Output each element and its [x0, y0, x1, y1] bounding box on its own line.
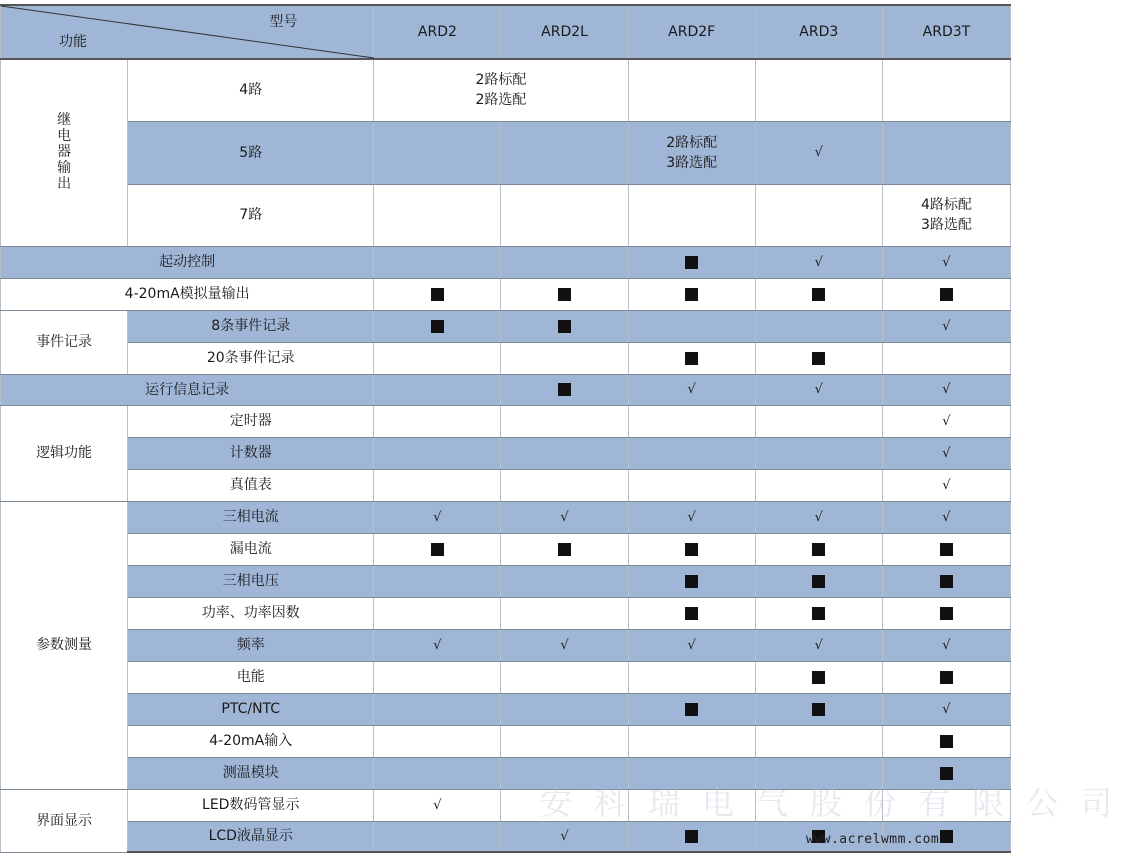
row-label: 电能: [128, 661, 374, 693]
check-mark-icon: √: [942, 701, 951, 717]
cell-ard2f: [628, 278, 755, 310]
header-corner-cell: [1, 5, 374, 59]
cell-ard2l: [501, 437, 628, 469]
cell-ard3t: [882, 278, 1010, 310]
standard-square-icon: [685, 575, 698, 588]
cell-ard2f: [628, 59, 755, 121]
check-mark-icon: √: [814, 145, 823, 160]
row-label: 计数器: [128, 437, 374, 469]
row-label: PTC/NTC: [128, 693, 374, 725]
standard-square-icon: [812, 543, 825, 556]
cell-ard2f: [628, 469, 755, 501]
cell-ard2l: [501, 821, 628, 852]
table-row: [1, 184, 1011, 246]
standard-square-icon: [685, 288, 698, 301]
cell-ard3t: [882, 789, 1010, 821]
cell-ard2l: [501, 725, 628, 757]
cell-ard2f: 2路标配 3路选配: [628, 121, 755, 184]
cell-ard3: [755, 342, 882, 374]
standard-square-icon: [685, 607, 698, 620]
cell-ard2f: [628, 565, 755, 597]
row-label: 定时器: [128, 405, 374, 437]
table-row: [1, 501, 1011, 533]
cell-ard2l: [501, 597, 628, 629]
table-row: [1, 374, 1011, 405]
row-label: 漏电流: [128, 533, 374, 565]
row-label: 真值表: [128, 469, 374, 501]
cell-ard2f: [628, 757, 755, 789]
cell-ard3: [755, 629, 882, 661]
cell-ard2: [374, 121, 501, 184]
table-row: [1, 437, 1011, 469]
standard-square-icon: [558, 320, 571, 333]
cell-ard3t: [882, 59, 1010, 121]
cell-ard2f: [628, 693, 755, 725]
cell-ard3t: [882, 821, 1010, 852]
check-mark-icon: √: [433, 637, 442, 653]
check-mark-icon: √: [560, 637, 569, 653]
cell-ard3: [755, 246, 882, 278]
cell-ard3: [755, 597, 882, 629]
table-row: [1, 725, 1011, 757]
comparison-table: [0, 4, 1011, 853]
standard-square-icon: [812, 830, 825, 843]
cell-ard3: [755, 437, 882, 469]
table-row: [1, 469, 1011, 501]
standard-square-icon: [431, 320, 444, 333]
standard-square-icon: [558, 383, 571, 396]
cell-ard3t: [882, 342, 1010, 374]
model-header-ard2f: ARD2F: [628, 5, 755, 59]
check-mark-icon: √: [942, 413, 951, 429]
cell-ard2: [374, 437, 501, 469]
cell-ard3t: [882, 661, 1010, 693]
model-header-ard3: ARD3: [755, 5, 882, 59]
check-mark-icon: √: [942, 509, 951, 525]
standard-square-icon: [940, 671, 953, 684]
cell-ard3t: [882, 374, 1010, 405]
watermark-url: www.acrelwmm.com: [806, 832, 940, 847]
cell-ard3: [755, 789, 882, 821]
cell-ard2: [374, 278, 501, 310]
row-label: 7路: [128, 184, 374, 246]
cell-ard3t: [882, 121, 1010, 184]
standard-square-icon: [812, 352, 825, 365]
cell-ard3t: [882, 757, 1010, 789]
row-label: 4-20mA输入: [128, 725, 374, 757]
standard-square-icon: [940, 830, 953, 843]
cell-ard3: [755, 121, 882, 184]
check-mark-icon: √: [687, 637, 696, 653]
check-mark-icon: √: [942, 637, 951, 653]
cell-ard2: [374, 246, 501, 278]
check-mark-icon: √: [560, 509, 569, 525]
cell-ard2: [374, 533, 501, 565]
cell-ard3: [755, 469, 882, 501]
cell-ard3t: [882, 310, 1010, 342]
cell-ard3t: [882, 405, 1010, 437]
cell-ard2l: [501, 184, 628, 246]
cell-ard2: [374, 374, 501, 405]
cell-ard2l: [501, 693, 628, 725]
cell-ard2l: [501, 565, 628, 597]
row-label: 三相电流: [128, 501, 374, 533]
cell-ard2f: [628, 246, 755, 278]
standard-square-icon: [812, 575, 825, 588]
cell-ard2l: [501, 629, 628, 661]
row-label: 4-20mA模拟量输出: [1, 278, 374, 310]
cell-ard3t: [882, 246, 1010, 278]
cell-ard2: [374, 757, 501, 789]
table-row: [1, 661, 1011, 693]
row-label: 频率: [128, 629, 374, 661]
cell-ard3: [755, 661, 882, 693]
cell-ard2l: [501, 278, 628, 310]
cell-ard3: [755, 565, 882, 597]
check-mark-icon: √: [560, 828, 569, 844]
cell-ard2f: [628, 374, 755, 405]
standard-square-icon: [812, 671, 825, 684]
table-row: [1, 310, 1011, 342]
table-row: [1, 342, 1011, 374]
cell-ard2: [374, 184, 501, 246]
cell-ard2f: [628, 533, 755, 565]
group-event-record: 事件记录: [1, 310, 128, 374]
cell-ard3t: [882, 565, 1010, 597]
cell-ard2f: [628, 501, 755, 533]
row-label: LCD液晶显示: [128, 821, 374, 852]
check-mark-icon: √: [433, 509, 442, 525]
table-row: [1, 565, 1011, 597]
standard-square-icon: [431, 543, 444, 556]
check-mark-icon: √: [687, 382, 696, 397]
cell-ard2f: [628, 184, 755, 246]
table-row: [1, 405, 1011, 437]
table-row: [1, 821, 1011, 852]
cell-ard2: [374, 565, 501, 597]
cell-ard2l: [501, 469, 628, 501]
cell-ard2: [374, 725, 501, 757]
cell-ard2: [374, 693, 501, 725]
table-row: [1, 757, 1011, 789]
standard-square-icon: [558, 288, 571, 301]
cell-ard3t: [882, 533, 1010, 565]
cell-ard3: [755, 533, 882, 565]
cell-ard2f: [628, 821, 755, 852]
cell-ard3: [755, 725, 882, 757]
cell-ard3t: [882, 597, 1010, 629]
group-parameter-measurement: 参数测量: [1, 501, 128, 789]
check-mark-icon: √: [814, 637, 823, 653]
cell-ard2f: [628, 597, 755, 629]
row-label: 5路: [128, 121, 374, 184]
row-label: 测温模块: [128, 757, 374, 789]
group-logic-function: 逻辑功能: [1, 405, 128, 501]
row-label: 三相电压: [128, 565, 374, 597]
standard-square-icon: [940, 288, 953, 301]
check-mark-icon: √: [942, 318, 951, 334]
model-header-ard3t: ARD3T: [882, 5, 1010, 59]
table-row: [1, 533, 1011, 565]
group-relay-output: 继 电 器 输 出: [1, 59, 128, 246]
cell-ard2l: [501, 405, 628, 437]
cell-ard2l: [501, 374, 628, 405]
check-mark-icon: √: [814, 509, 823, 525]
standard-square-icon: [812, 607, 825, 620]
watermark-company: 安科瑞电气股份有限公司: [540, 784, 1134, 822]
row-label: 8条事件记录: [128, 310, 374, 342]
check-mark-icon: √: [433, 797, 442, 813]
standard-square-icon: [812, 288, 825, 301]
standard-square-icon: [558, 543, 571, 556]
model-header-ard2: ARD2: [374, 5, 501, 59]
cell-ard3: [755, 501, 882, 533]
standard-square-icon: [685, 830, 698, 843]
standard-square-icon: [685, 352, 698, 365]
cell-ard2f: [628, 405, 755, 437]
table-row: [1, 789, 1011, 821]
row-label: 20条事件记录: [128, 342, 374, 374]
table-row: [1, 597, 1011, 629]
table-row: [1, 693, 1011, 725]
cell-ard3: [755, 693, 882, 725]
table-row: [1, 246, 1011, 278]
cell-ard2f: [628, 789, 755, 821]
cell-ard2: [374, 405, 501, 437]
standard-square-icon: [431, 288, 444, 301]
cell-ard3: [755, 59, 882, 121]
cell-ard3t: [882, 501, 1010, 533]
check-mark-icon: √: [687, 509, 696, 525]
cell-ard2: [374, 821, 501, 852]
standard-square-icon: [685, 543, 698, 556]
check-mark-icon: √: [942, 254, 951, 270]
check-mark-icon: √: [942, 477, 951, 493]
check-mark-icon: √: [814, 254, 823, 270]
cell-ard2f: [628, 661, 755, 693]
model-header-ard2l: ARD2L: [501, 5, 628, 59]
cell-ard3t: [882, 693, 1010, 725]
cell-ard2: [374, 469, 501, 501]
standard-square-icon: [940, 543, 953, 556]
row-label: 起动控制: [1, 246, 374, 278]
cell-ard3t: [882, 725, 1010, 757]
standard-square-icon: [685, 256, 698, 269]
cell-ard3t: [882, 629, 1010, 661]
cell-ard2: [374, 629, 501, 661]
check-mark-icon: √: [942, 445, 951, 461]
cell-ard3: [755, 278, 882, 310]
diagonal-divider: [1, 6, 374, 58]
cell-ard2-ard2l: 2路标配 2路选配: [374, 59, 628, 121]
cell-ard2l: [501, 310, 628, 342]
check-mark-icon: √: [942, 382, 951, 397]
cell-ard2: [374, 310, 501, 342]
table-row: [1, 629, 1011, 661]
cell-ard2l: [501, 533, 628, 565]
cell-ard2l: [501, 342, 628, 374]
cell-ard2l: [501, 789, 628, 821]
row-label: LED数码管显示: [128, 789, 374, 821]
check-mark-icon: √: [814, 382, 823, 397]
header-row: [1, 5, 1011, 59]
table-row: [1, 278, 1011, 310]
cell-ard3t: [882, 469, 1010, 501]
cell-ard3: [755, 310, 882, 342]
function-label: 功能: [59, 34, 87, 50]
table-row: [1, 121, 1011, 184]
cell-ard2: [374, 501, 501, 533]
cell-ard2l: [501, 757, 628, 789]
standard-square-icon: [812, 703, 825, 716]
cell-ard2: [374, 789, 501, 821]
cell-ard2: [374, 661, 501, 693]
row-label: 运行信息记录: [1, 374, 374, 405]
cell-ard3t: 4路标配 3路选配: [882, 184, 1010, 246]
cell-ard2: [374, 597, 501, 629]
cell-ard3: [755, 405, 882, 437]
cell-ard3: [755, 821, 882, 852]
cell-ard2l: [501, 661, 628, 693]
cell-ard3: [755, 374, 882, 405]
standard-square-icon: [940, 607, 953, 620]
cell-ard3: [755, 184, 882, 246]
model-label: 型号: [269, 14, 298, 30]
cell-ard2f: [628, 629, 755, 661]
cell-ard2f: [628, 342, 755, 374]
standard-square-icon: [685, 703, 698, 716]
group-interface-display: 界面显示: [1, 789, 128, 852]
cell-ard3t: [882, 437, 1010, 469]
cell-ard2: [374, 342, 501, 374]
cell-ard2l: [501, 121, 628, 184]
row-label: 功率、功率因数: [128, 597, 374, 629]
table-row: [1, 59, 1011, 121]
standard-square-icon: [940, 767, 953, 780]
cell-ard2l: [501, 246, 628, 278]
cell-ard3: [755, 757, 882, 789]
row-label: 4路: [128, 59, 374, 121]
standard-square-icon: [940, 575, 953, 588]
cell-ard2l: [501, 501, 628, 533]
cell-ard2f: [628, 437, 755, 469]
standard-square-icon: [940, 735, 953, 748]
cell-ard2f: [628, 725, 755, 757]
cell-ard2f: [628, 310, 755, 342]
